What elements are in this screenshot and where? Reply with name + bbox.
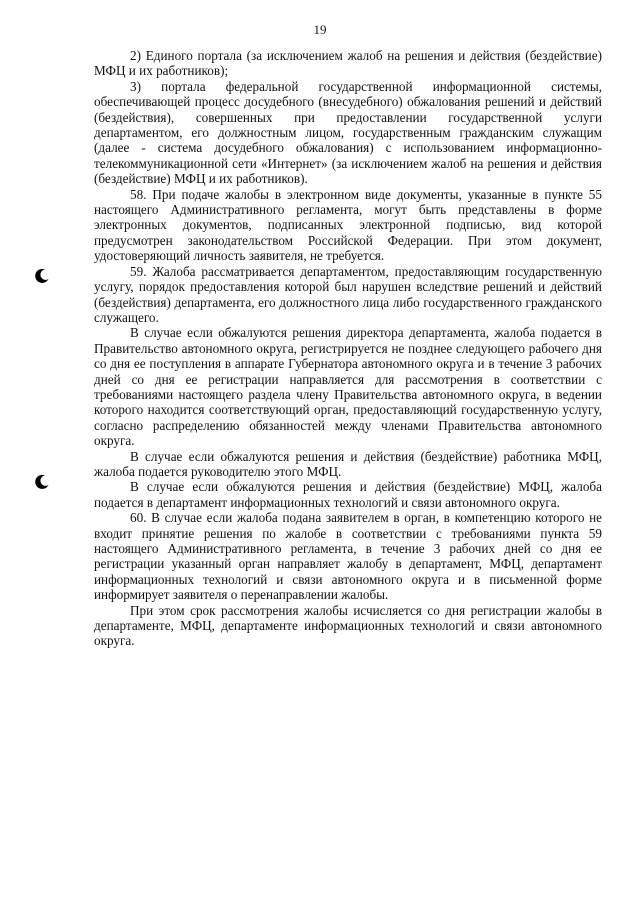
paragraph-58: 58. При подаче жалобы в электронном виде документы, указанные в пункте 55 настоящего Административного регламента, могут быть представлены в форме электронных документов, подписанных электронной подписью, вид которой предусмотрен законодательством Российской Федерации. При этом документ, удостоверяющий личность заявителя, не требуется. [94, 186, 602, 264]
paragraph-term: При этом срок рассмотрения жалобы исчисляется со дня регистрации жалобы в департаменте, МФЦ, департаменте информационных технологий и связи автономного округа. [94, 602, 602, 649]
document-body [94, 48, 602, 649]
paragraph-item-3: 3) портала федеральной государственной информационной системы, обеспечивающей процесс досудебного (внесудебного) обжалования решений и действий (бездействия), совершенных при предоставлении государственной услуги департаментом, его должностным лицом, государственным гражданским служащим (далее - система досудебного обжалования) с использованием информационно-телекоммуникационной сети «Интернет» (за исключением жалоб на решения и действия (бездействие) МФЦ и их работников). [94, 78, 602, 187]
paragraph-59: 59. Жалоба рассматривается департаментом, предоставляющим государственную услугу, порядок предоставления которой был нарушен вследствие решений и действий (бездействия) департамента, его должностного лица либо государственного гражданского служащего. [94, 263, 602, 325]
page-number: 19 [313, 22, 327, 37]
paragraph-director-complaint: В случае если обжалуются решения директора департамента, жалоба подается в Правительство автономного округа, регистрируется не позднее следующего рабочего дня со дня ее поступления в аппарате Губернатора автономного округа и в течение 3 рабочих дней со дня ее регистрации направляется для рассмотрения в соответствии с требованиями настоящего раздела члену Правительства автономного округа, в ведении которого находится соответствующий орган, предоставляющий государственную услугу, согласно распределению обязанностей между членами Правительства автономного округа. [94, 325, 602, 449]
paragraph-mfc-worker-complaint: В случае если обжалуются решения и действия (бездействие) работника МФЦ, жалоба подается руководителю этого МФЦ. [94, 448, 602, 479]
punch-hole-mark [34, 474, 50, 490]
paragraph-item-2: 2) Единого портала (за исключением жалоб на решения и действия (бездействие) МФЦ и их работников); [94, 48, 602, 79]
punch-hole-mark [34, 268, 50, 284]
paragraph-mfc-complaint: В случае если обжалуются решения и действия (бездействие) МФЦ, жалоба подается в департамент информационных технологий и связи автономного округа. [94, 479, 602, 510]
paragraph-60: 60. В случае если жалоба подана заявителем в орган, в компетенцию которого не входит принятие решения по жалобе в соответствии с требованиями пункта 59 настоящего Административного регламента, в течение 3 рабочих дней со дня ее регистрации указанный орган направляет жалобу в департамент, МФЦ, департамент информационных технологий и связи автономного округа и в письменной форме информирует заявителя о перенаправлении жалобы. [94, 510, 602, 603]
